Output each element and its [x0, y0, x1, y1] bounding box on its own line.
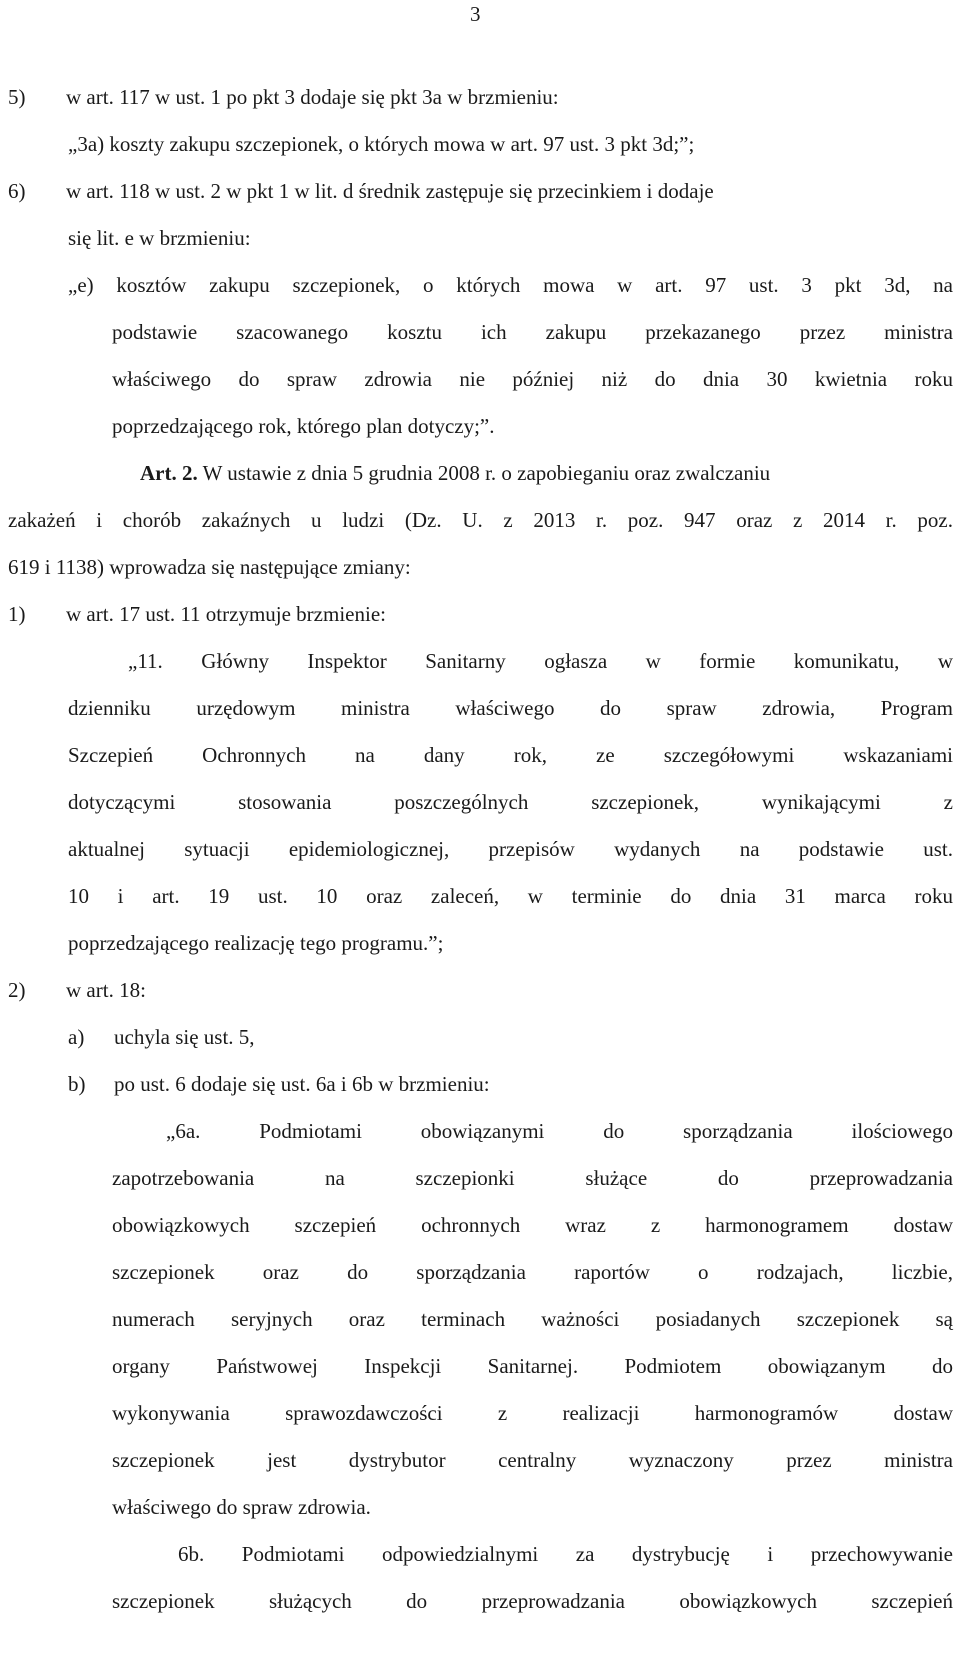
article-label: Art. 2. [140, 461, 198, 485]
sub-text: po ust. 6 dodaje się ust. 6a i 6b w brzmieniu: [114, 1072, 490, 1096]
text-line: wykonywania sprawozdawczości z realizacji harmonogramów dostaw [112, 1401, 953, 1425]
text-line: obowiązkowych szczepień ochronnych wraz z harmonogramem dostaw [112, 1213, 953, 1237]
list-text: w art. 117 w ust. 1 po pkt 3 dodaje się pkt 3a w brzmieniu: [66, 85, 559, 109]
list-number: 5) [8, 85, 26, 109]
article-text: W ustawie z dnia 5 grudnia 2008 r. o zapobieganiu oraz zwalczaniu [202, 461, 771, 485]
quoted-point-e: „e) kosztów zakupu szczepionek, o których mowa w art. 97 ust. 3 pkt 3d, na [68, 273, 953, 297]
quoted-point-11: „11. Główny Inspektor Sanitarny ogłasza w formie komunikatu, w [128, 649, 953, 673]
sub-item-b [8, 1061, 953, 1108]
list-text: w art. 18: [66, 978, 146, 1002]
text-line: 619 i 1138) wprowadza się następujące zmiany: [8, 555, 411, 579]
text-line: numerach seryjnych oraz terminach ważności posiadanych szczepionek są [112, 1307, 953, 1331]
list-item-1 [8, 591, 953, 638]
sub-item-a [8, 1014, 953, 1061]
text-line: dzienniku urzędowym ministra właściwego do spraw zdrowia, Program [68, 696, 953, 720]
list-number: 2) [8, 978, 26, 1002]
sub-number: b) [68, 1072, 86, 1096]
text-line: zakażeń i chorób zakaźnych u ludzi (Dz. U. z 2013 r. poz. 947 oraz z 2014 r. poz. [8, 508, 953, 532]
quoted-point-6a: „6a. Podmiotami obowiązanymi do sporządzania ilościowego [166, 1119, 953, 1143]
document-body [8, 74, 953, 1625]
text-line: się lit. e w brzmieniu: [68, 226, 251, 250]
list-item-5 [8, 74, 953, 121]
text-line: Szczepień Ochronnych na dany rok, ze szczegółowymi wskazaniami [68, 743, 953, 767]
text-line: szczepionek jest dystrybutor centralny wyznaczony przez ministra [112, 1448, 953, 1472]
article-2-heading [8, 450, 953, 497]
text-line: szczepionek służących do przeprowadzania obowiązkowych szczepień [112, 1589, 953, 1613]
text-line: organy Państwowej Inspekcji Sanitarnej. Podmiotem obowiązanym do [112, 1354, 953, 1378]
sub-text: uchyla się ust. 5, [114, 1025, 255, 1049]
text-line: zapotrzebowania na szczepionki służące do przeprowadzania [112, 1166, 953, 1190]
list-item-6 [8, 168, 953, 215]
text-line: podstawie szacowanego kosztu ich zakupu przekazanego przez ministra [112, 320, 953, 344]
point-6b: 6b. Podmiotami odpowiedzialnymi za dystrybucję i przechowywanie [178, 1542, 953, 1566]
text-line: szczepionek oraz do sporządzania raportów o rodzajach, liczbie, [112, 1260, 953, 1284]
text-line: dotyczącymi stosowania poszczególnych szczepionek, wynikającymi z [68, 790, 953, 814]
text-line: poprzedzającego rok, którego plan dotyczy;”. [112, 414, 495, 438]
list-text: w art. 118 w ust. 2 w pkt 1 w lit. d średnik zastępuje się przecinkiem i dodaje [66, 179, 714, 203]
list-item-2 [8, 967, 953, 1014]
text-line: aktualnej sytuacji epidemiologicznej, przepisów wydanych na podstawie ust. [68, 837, 953, 861]
text-line: 10 i art. 19 ust. 10 oraz zaleceń, w terminie do dnia 31 marca roku [68, 884, 953, 908]
page-number: 3 [470, 2, 481, 26]
text-line: poprzedzającego realizację tego programu.”; [68, 931, 444, 955]
sub-number: a) [68, 1025, 85, 1049]
text-line: właściwego do spraw zdrowia nie później niż do dnia 30 kwietnia roku [112, 367, 953, 391]
quoted-point-3a: „3a) koszty zakupu szczepionek, o których mowa w art. 97 ust. 3 pkt 3d;”; [68, 132, 695, 156]
list-number: 1) [8, 602, 26, 626]
list-number: 6) [8, 179, 26, 203]
list-text: w art. 17 ust. 11 otrzymuje brzmienie: [66, 602, 386, 626]
text-line: właściwego do spraw zdrowia. [112, 1495, 371, 1519]
